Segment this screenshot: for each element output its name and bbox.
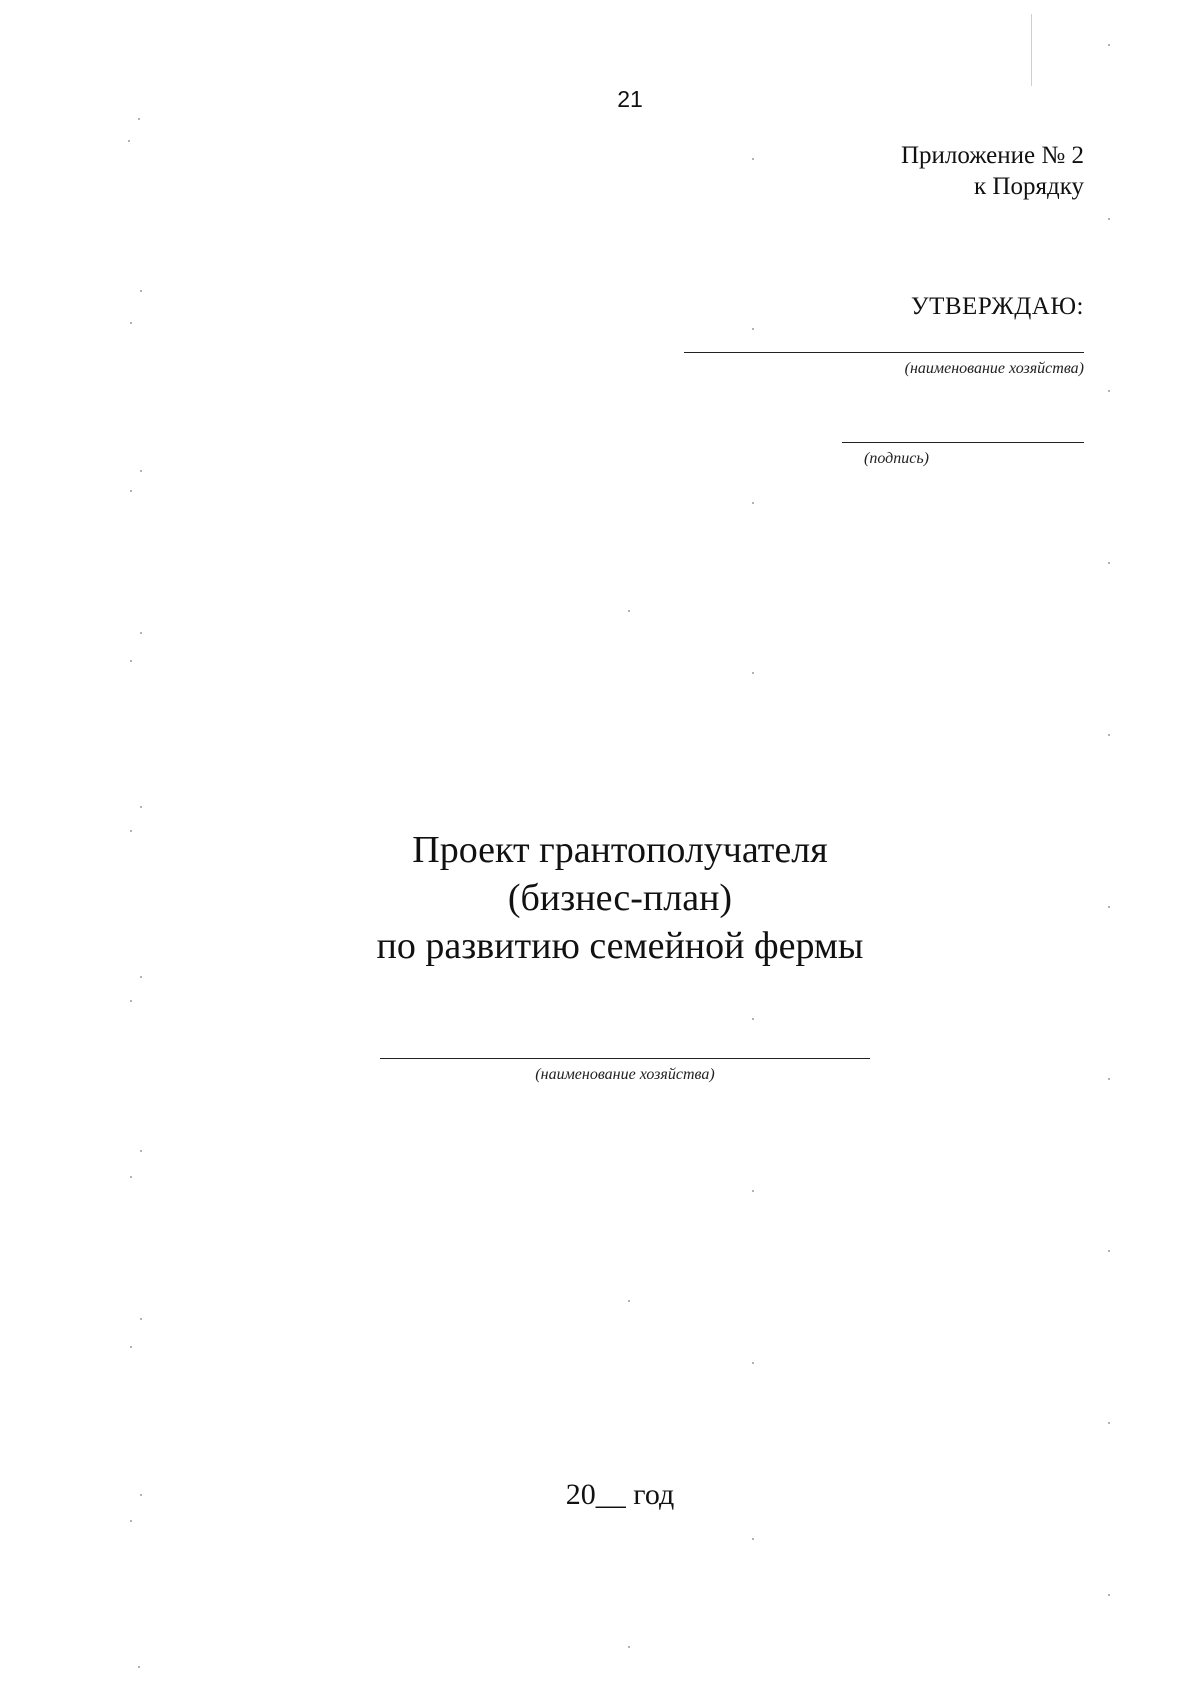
approval-farm-name-caption: (наименование хозяйства): [904, 360, 1084, 377]
scan-speck: [138, 1666, 140, 1668]
approval-heading: УТВЕРЖДАЮ:: [910, 293, 1084, 320]
scan-speck: [130, 660, 132, 662]
scan-speck: [130, 1000, 132, 1002]
scan-speck: [1108, 734, 1110, 736]
scan-speck: [752, 1538, 754, 1540]
scan-speck: [1108, 562, 1110, 564]
scan-speck: [1108, 1078, 1110, 1080]
scan-speck: [628, 1300, 630, 1302]
scan-speck: [140, 632, 142, 634]
scan-speck: [1108, 1594, 1110, 1596]
year-field: 20__ год: [565, 1478, 675, 1511]
appendix-line-2: к Порядку: [974, 173, 1084, 200]
approval-farm-name-line: [684, 352, 1084, 353]
scan-speck: [752, 672, 754, 674]
farm-name-caption: (наименование хозяйства): [535, 1066, 715, 1083]
scan-speck: [140, 1150, 142, 1152]
scan-speck: [628, 1646, 630, 1648]
scan-speck: [130, 490, 132, 492]
scan-speck: [752, 1362, 754, 1364]
scan-speck: [1108, 906, 1110, 908]
scan-speck: [128, 140, 130, 142]
scan-speck: [140, 1318, 142, 1320]
scan-speck: [130, 1520, 132, 1522]
appendix-line-1: Приложение № 2: [900, 142, 1084, 169]
scan-speck: [130, 1346, 132, 1348]
scan-speck: [628, 610, 630, 612]
scan-speck: [1108, 218, 1110, 220]
scan-speck: [140, 470, 142, 472]
approval-signature-caption: (подпись): [864, 450, 929, 467]
scan-speck: [140, 290, 142, 292]
title-line-3: по развитию семейной фермы: [376, 925, 864, 967]
scan-speck: [140, 806, 142, 808]
scan-speck: [140, 976, 142, 978]
scan-speck: [752, 1018, 754, 1020]
scan-speck: [138, 118, 140, 120]
scan-speck: [130, 830, 132, 832]
title-line-2: (бизнес-план): [507, 877, 733, 919]
scan-speck: [130, 1176, 132, 1178]
scan-speck: [1108, 390, 1110, 392]
approval-signature-line: [842, 442, 1084, 443]
scan-speck: [1108, 1422, 1110, 1424]
scan-speck: [140, 1494, 142, 1496]
scan-speck: [130, 322, 132, 324]
farm-name-line: [380, 1058, 870, 1059]
scan-speck: [1108, 1250, 1110, 1252]
scan-speck: [752, 328, 754, 330]
scan-speck: [752, 502, 754, 504]
scan-speck: [752, 158, 754, 160]
scan-speck: [752, 1190, 754, 1192]
appendix-reference: [901, 140, 1084, 202]
page-number: 21: [617, 86, 643, 112]
scan-artifact: [1031, 14, 1032, 86]
document-title: [300, 826, 940, 970]
scan-speck: [1108, 44, 1110, 46]
title-line-1: Проект грантополучателя: [412, 829, 828, 871]
